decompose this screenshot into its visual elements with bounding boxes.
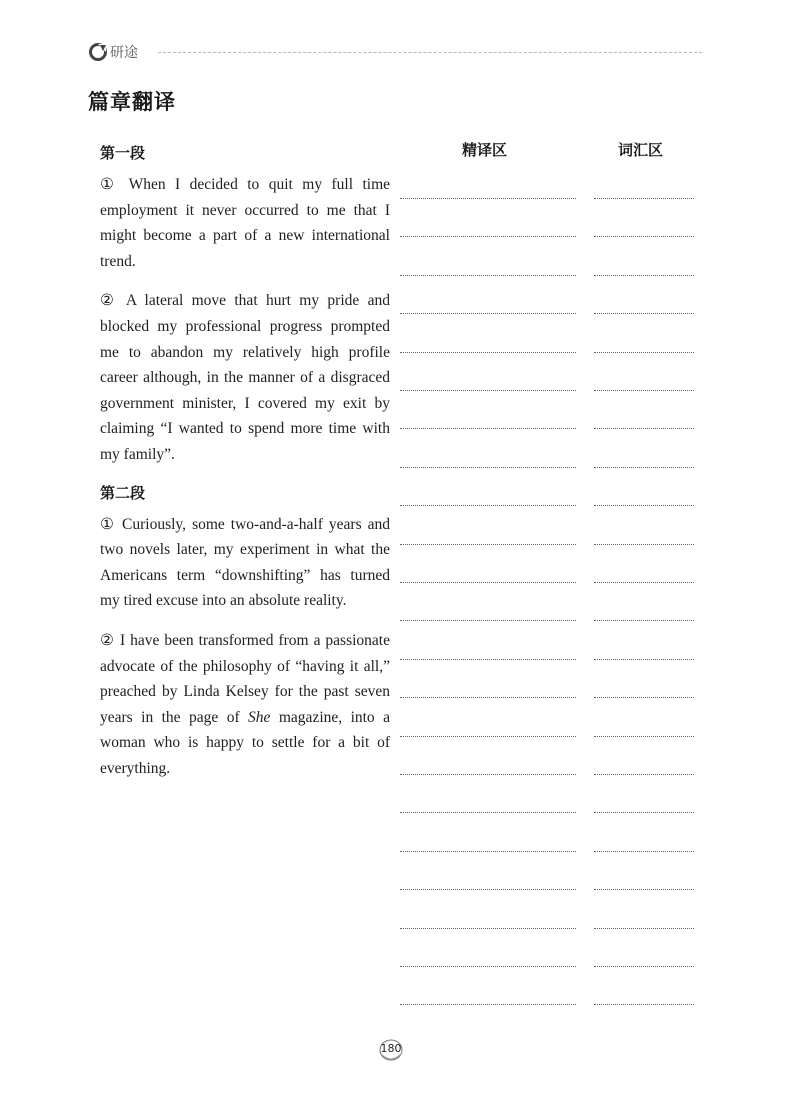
vocabulary-line [594,774,694,775]
translation-line [400,198,576,199]
translation-line [400,620,576,621]
translation-line [400,697,576,698]
translation-line [400,966,576,967]
vocabulary-line [594,428,694,429]
vocabulary-line [594,851,694,852]
paragraph-2-heading: 第二段 [100,483,146,502]
vocabulary-line [594,275,694,276]
page-number-badge [377,1038,405,1062]
sentence-text-end: magazine, into a woman who is happy to settle for a bit of everything. [100,708,390,777]
vocabulary-line [594,236,694,237]
paragraph-1-heading: 第一段 [100,144,146,162]
vocabulary-line [594,736,694,737]
translation-line [400,928,576,929]
vocabulary-line [594,390,694,391]
paragraph-2-sentence-1: ① Curiously, some two-and-a-half years and two novels later, my experiment in what the Americans term “downshifting” has turned my tired excuse into an absolute reality. [100,515,390,610]
vocabulary-line [594,659,694,660]
translation-line [400,236,576,237]
vocabulary-column-heading: 词汇区 [618,141,664,159]
answer-lines-area [400,0,700,1106]
swirl-logo-icon [88,42,108,62]
translation-line [400,659,576,660]
vocabulary-line [594,198,694,199]
translation-line [400,774,576,775]
vocabulary-line [594,928,694,929]
vocabulary-line [594,313,694,314]
translation-line [400,390,576,391]
translation-line [400,275,576,276]
paragraph-1-sentence-2: ② A lateral move that hurt my pride and blocked my professional progress prompted me to abandon my relatively high profile career although, in the manner of a disgraced government minister, I covered my exit by claiming “I wanted to spend more time with my family”. [100,292,390,463]
source-text-column [100,142,390,795]
translation-line [400,851,576,852]
translation-line [400,352,576,353]
translation-column-heading: 精译区 [462,141,508,159]
paragraph-1-sentence-1: ① When I decided to quit my full time employment it never occurred to me that I might become a part of a new international trend. [100,176,390,270]
logo-text: 研途 [110,45,138,61]
translation-line [400,582,576,583]
magazine-title: She [248,708,271,726]
publisher-logo [88,42,138,62]
vocabulary-line [594,966,694,967]
translation-line [400,889,576,890]
vocabulary-line [594,1004,694,1005]
vocabulary-line [594,697,694,698]
vocabulary-line [594,544,694,545]
vocabulary-line [594,352,694,353]
vocabulary-line [594,889,694,890]
paragraph-2-sentence-2 [100,628,390,782]
translation-line [400,313,576,314]
translation-line [400,544,576,545]
section-title: 篇章翻译 [88,90,176,114]
translation-line [400,736,576,737]
sentence-text-start: ② I have been transformed from a passionate advocate of the philosophy of “having it all,” preached by Linda Kelsey for the past seven years in the page of [100,631,390,726]
vocabulary-line [594,582,694,583]
vocabulary-line [594,505,694,506]
vocabulary-line [594,812,694,813]
vocabulary-line [594,620,694,621]
translation-line [400,467,576,468]
vocabulary-line [594,467,694,468]
translation-line [400,428,576,429]
translation-line [400,505,576,506]
translation-line [400,1004,576,1005]
page-number: 180 [380,1042,402,1055]
translation-line [400,812,576,813]
